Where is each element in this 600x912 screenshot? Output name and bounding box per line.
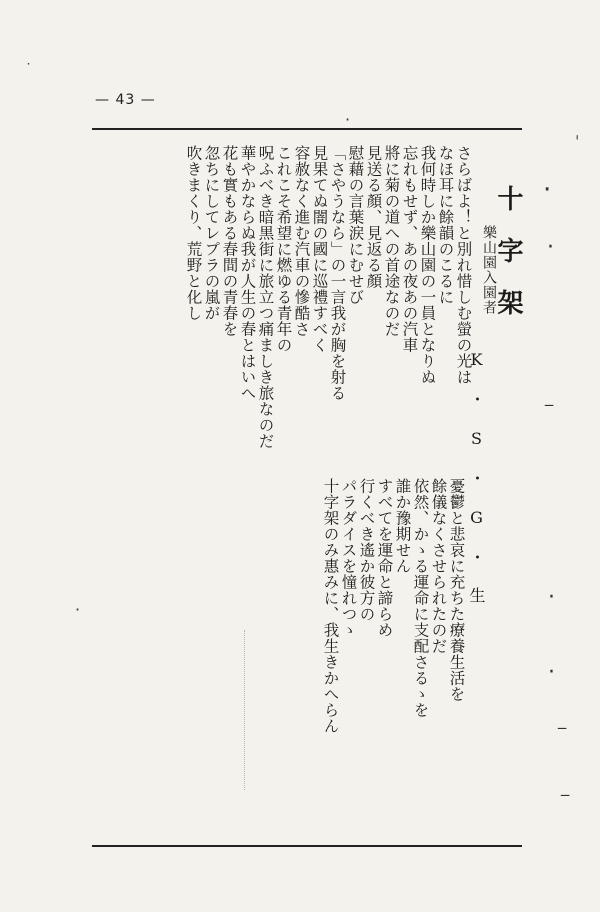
poem-line: 餘儀なくさせられたのだ	[429, 478, 448, 654]
poem-line: 我何時しか樂山園の一員となりぬ	[418, 145, 437, 385]
poem-line: 憂鬱と悲哀に充ちた療養生活を	[447, 478, 466, 702]
scan-speck: ˙	[25, 62, 32, 78]
poem-line: 呪ふべき暗黒街に旅立つ痛ましき旅なのだ	[256, 145, 275, 449]
poem-line: 依然、かゝる運命に支配さるゝを	[411, 478, 430, 718]
poem-line: さらばよ！と別れ惜しむ螢の光は	[454, 145, 473, 385]
scan-speck: ·	[547, 235, 554, 260]
poem-line: 花も實もある春間の青春を	[220, 145, 239, 337]
poem-line: すべてを運命と諦らめ	[375, 478, 394, 638]
scan-speck: ˌ	[575, 122, 580, 141]
poem-line: 容赦なく進む汽車の慘酷さ	[292, 145, 311, 337]
poem-line: 「さやうなら」の一言我が胸を射る	[328, 145, 347, 401]
faint-dotted-trail	[244, 630, 246, 790]
poem-line: 將に菊の道への首途なのだ	[382, 145, 401, 337]
author-affiliation: 樂山園入園者	[481, 225, 497, 315]
scan-speck: ·	[548, 585, 555, 610]
poem-line: 見果てぬ闇の國に巡禮すべく	[310, 145, 329, 353]
poem-line: 十字架のみ惠みに、我生きかへらん	[321, 478, 340, 734]
bottom-rule	[92, 845, 522, 847]
poem-line: 見送る顏、見返る顏	[364, 145, 383, 289]
scan-speck: ‒	[544, 395, 555, 414]
scan-speck: ·	[75, 600, 81, 619]
poem-line: 慰藉の言葉涙にむせび	[346, 145, 365, 305]
scan-speck: ·	[345, 110, 351, 129]
scan-speck: ‒	[560, 785, 571, 804]
page-number: — 43 —	[95, 92, 156, 108]
poem-title: 十字架	[493, 185, 523, 341]
poem-line: 忘れもせず、あの夜あの汽車	[400, 145, 419, 353]
scan-speck: ·	[548, 660, 555, 685]
poem-line: 華やかならぬ我が人生の春とはいへ	[238, 145, 257, 401]
poem-line: 吹きまくり、荒野と化し	[184, 145, 203, 321]
poem-line: なほ耳に餘韻のこるに	[436, 145, 455, 305]
poem-line: パラダイスを憧れつゝ	[339, 478, 358, 638]
poem-line: 行くべき遙か彼方の	[357, 478, 376, 622]
scan-speck: ·	[543, 175, 552, 205]
poem-line: 忽ちにしてレプラの嵐が	[202, 145, 221, 321]
author-name: K・S・G・生	[467, 350, 486, 625]
top-rule	[92, 128, 522, 130]
poem-line: これこそ希望に燃ゆる青年の	[274, 145, 293, 353]
poem-line: 誰か豫期せん	[393, 478, 412, 574]
scan-speck: ‒	[557, 718, 568, 737]
